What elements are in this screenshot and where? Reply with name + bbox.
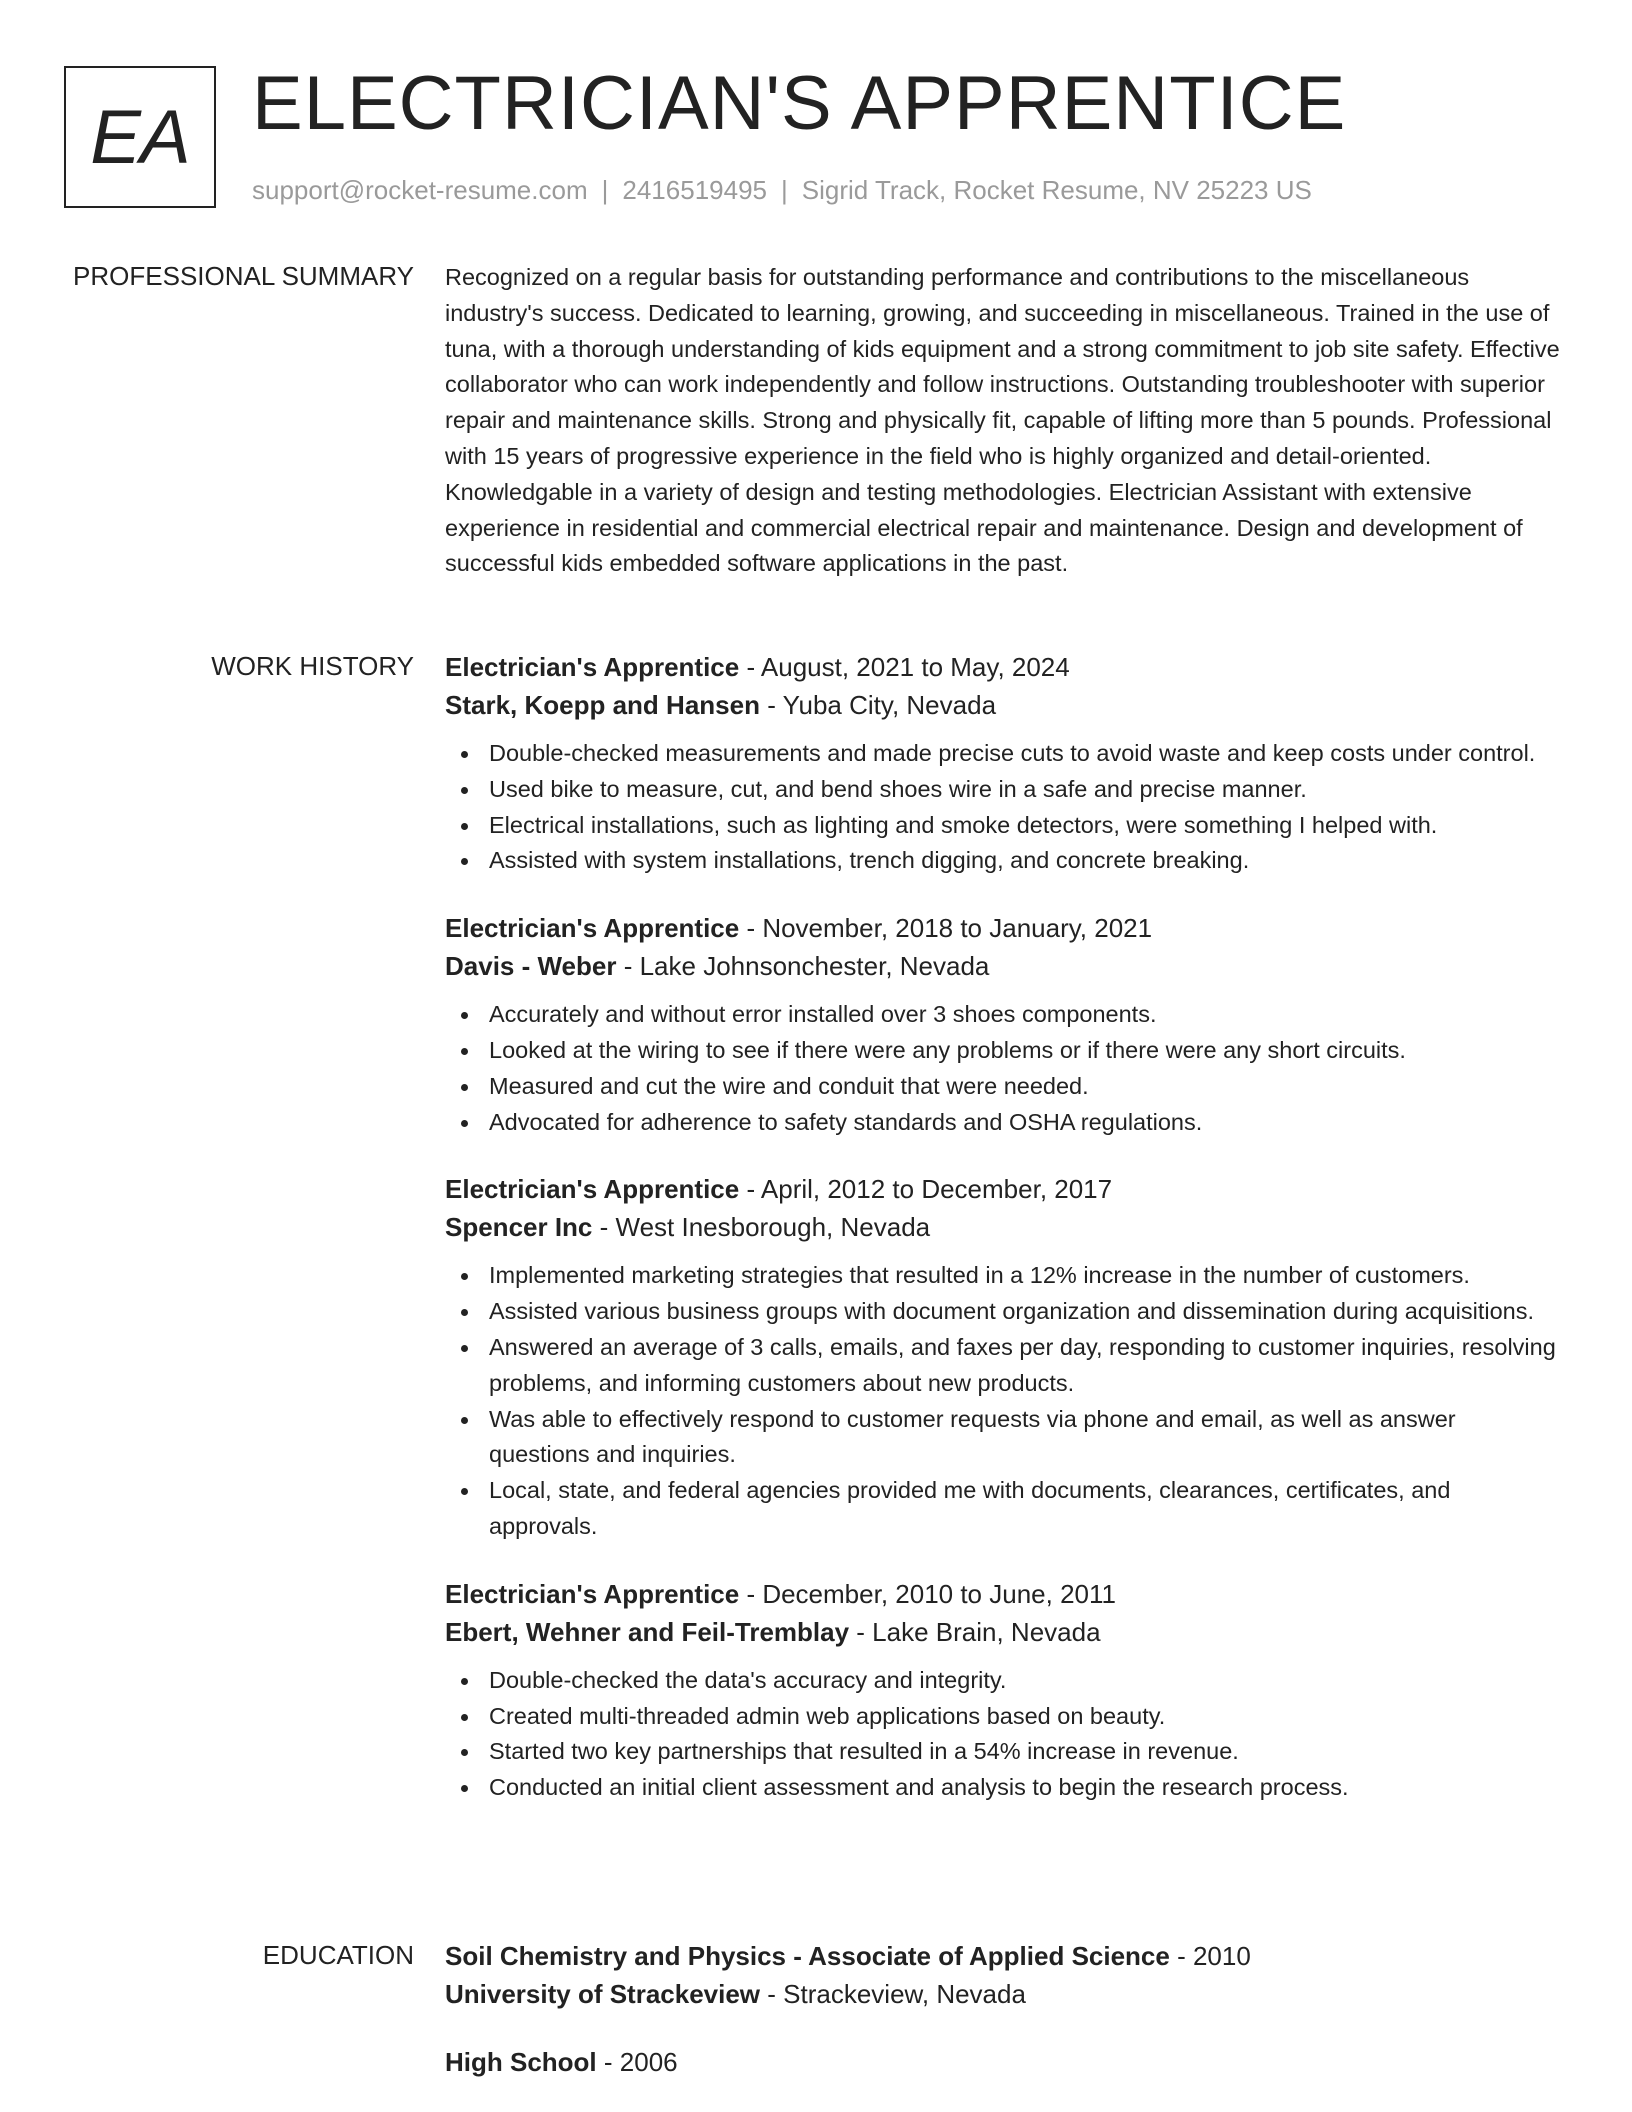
- bullet-dot-icon: [461, 1749, 468, 1756]
- list-item: Electrical installations, such as lighting and smoke detectors, were something I helped with.: [445, 808, 1560, 844]
- job-company: Spencer Inc: [445, 1212, 593, 1243]
- bullet-dot-icon: [461, 1488, 468, 1495]
- bullet-dot-icon: [461, 1084, 468, 1091]
- job-bullets: [445, 736, 1560, 879]
- job-dates: - April, 2012 to December, 2017: [739, 1174, 1113, 1205]
- list-item: Assisted with system installations, trench digging, and concrete breaking.: [445, 843, 1560, 879]
- bullet-dot-icon: [461, 858, 468, 865]
- job-dates: - December, 2010 to June, 2011: [739, 1578, 1116, 1609]
- education-entry: [445, 1937, 1560, 2013]
- bullet-dot-icon: [461, 1345, 468, 1352]
- bullet-dot-icon: [461, 1785, 468, 1792]
- bullet-dot-icon: [461, 787, 468, 794]
- list-item: Assisted various business groups with document organization and dissemination during acquisitions.: [445, 1294, 1560, 1330]
- job-entry: [445, 1575, 1560, 1806]
- section-label-education: EDUCATION: [262, 1940, 414, 1970]
- contact-phone[interactable]: 2416519495: [622, 175, 767, 205]
- job-entry: [445, 648, 1560, 879]
- job-bullets: [445, 997, 1560, 1140]
- job-location: - Yuba City, Nevada: [759, 690, 997, 720]
- job-entry: [445, 909, 1560, 1140]
- list-item: Accurately and without error installed over 3 shoes components.: [445, 997, 1560, 1033]
- job-entry: [445, 1170, 1560, 1544]
- contact-separator: |: [601, 175, 609, 205]
- education-location: - Strackeview, Nevada: [760, 1979, 1026, 2009]
- bullet-dot-icon: [461, 751, 468, 758]
- bullet-dot-icon: [461, 1714, 468, 1721]
- list-item: Used bike to measure, cut, and bend shoes wire in a safe and precise manner.: [445, 772, 1560, 808]
- bullet-dot-icon: [461, 1309, 468, 1316]
- resume-name: ELECTRICIAN'S APPRENTICE: [252, 61, 1347, 146]
- list-item: Was able to effectively respond to customer requests via phone and email, as well as answer questions and inquiries.: [445, 1402, 1560, 1474]
- job-location: - Lake Johnsonchester, Nevada: [616, 951, 990, 982]
- list-item: Created multi-threaded admin web applications based on beauty.: [445, 1699, 1560, 1735]
- job-location: - Lake Brain, Nevada: [849, 1616, 1101, 1647]
- education-school: University of Strackeview: [445, 1979, 761, 2009]
- bullet-dot-icon: [461, 1678, 468, 1685]
- list-item: Started two key partnerships that resulted in a 54% increase in revenue.: [445, 1734, 1560, 1770]
- bullet-dot-icon: [461, 1417, 468, 1424]
- contact-email[interactable]: support@rocket-resume.com: [252, 175, 588, 205]
- contact-separator: |: [781, 175, 788, 205]
- job-company: Stark, Koepp and Hansen: [445, 690, 760, 720]
- contact-line: [252, 175, 1312, 206]
- list-item: Double-checked measurements and made precise cuts to avoid waste and keep costs under control.: [445, 736, 1560, 772]
- education-year: - 2010: [1169, 1941, 1251, 1971]
- list-item: Answered an average of 3 calls, emails, and faxes per day, responding to customer inquiries, resolving problems, and informing customers about new products.: [445, 1330, 1560, 1402]
- job-title: Electrician's Apprentice: [445, 652, 740, 682]
- job-dates: - August, 2021 to May, 2024: [739, 652, 1070, 682]
- job-dates: - November, 2018 to January, 2021: [739, 913, 1153, 944]
- job-title: Electrician's Apprentice: [445, 1578, 740, 1609]
- bullet-dot-icon: [461, 1012, 468, 1019]
- job-company: Davis - Weber: [445, 951, 617, 982]
- bullet-dot-icon: [461, 823, 468, 830]
- list-item: Measured and cut the wire and conduit that were needed.: [445, 1069, 1560, 1105]
- job-title: Electrician's Apprentice: [445, 913, 740, 944]
- section-label-summary: PROFESSIONAL SUMMARY: [73, 261, 414, 291]
- job-title: Electrician's Apprentice: [445, 1174, 740, 1205]
- contact-address: Sigrid Track, Rocket Resume, NV 25223 US: [801, 175, 1312, 205]
- section-label-work-history: WORK HISTORY: [211, 651, 414, 681]
- summary-text: Recognized on a regular basis for outstanding performance and contributions to the miscellaneous industry's success. Dedicated to learning, growing, and succeeding in miscellaneous. Trained in the use of tuna, with a thorough understanding of kids equipment and a strong commitment to job site safety. Effective collaborator who can work independently and follow instructions. Outstanding troubleshooter with superior repair and maintenance skills. Strong and physically fit, capable of lifting more than 5 pounds. Professional with 15 years of progressive experience in the field who is highly organized and detail-oriented. Knowledgable in a variety of design and testing methodologies. Electrician Assistant with extensive experience in residential and commercial electrical repair and maintenance. Design and development of successful kids embedded software applications in the past.: [445, 264, 1560, 577]
- list-item: Double-checked the data's accuracy and integrity.: [445, 1663, 1560, 1699]
- bullet-dot-icon: [461, 1048, 468, 1055]
- education-year: - 2006: [596, 2047, 678, 2077]
- education-degree: High School: [445, 2047, 597, 2077]
- bullet-dot-icon: [461, 1120, 468, 1127]
- education-degree: Soil Chemistry and Physics - Associate of Applied Science: [445, 1941, 1170, 1971]
- job-bullets: [445, 1663, 1560, 1806]
- list-item: Looked at the wiring to see if there were any problems or if there were any short circuits.: [445, 1033, 1560, 1069]
- list-item: Implemented marketing strategies that resulted in a 12% increase in the number of customers.: [445, 1258, 1560, 1294]
- monogram-logo: EA: [64, 66, 216, 208]
- education-entry: [445, 2043, 1560, 2081]
- job-company: Ebert, Wehner and Feil-Tremblay: [445, 1616, 850, 1647]
- list-item: Advocated for adherence to safety standards and OSHA regulations.: [445, 1105, 1560, 1141]
- job-location: - West Inesborough, Nevada: [592, 1212, 931, 1243]
- list-item: Local, state, and federal agencies provided me with documents, clearances, certificates, and approvals.: [445, 1473, 1560, 1545]
- list-item: Conducted an initial client assessment and analysis to begin the research process.: [445, 1770, 1560, 1806]
- job-bullets: [445, 1258, 1560, 1544]
- bullet-dot-icon: [461, 1273, 468, 1280]
